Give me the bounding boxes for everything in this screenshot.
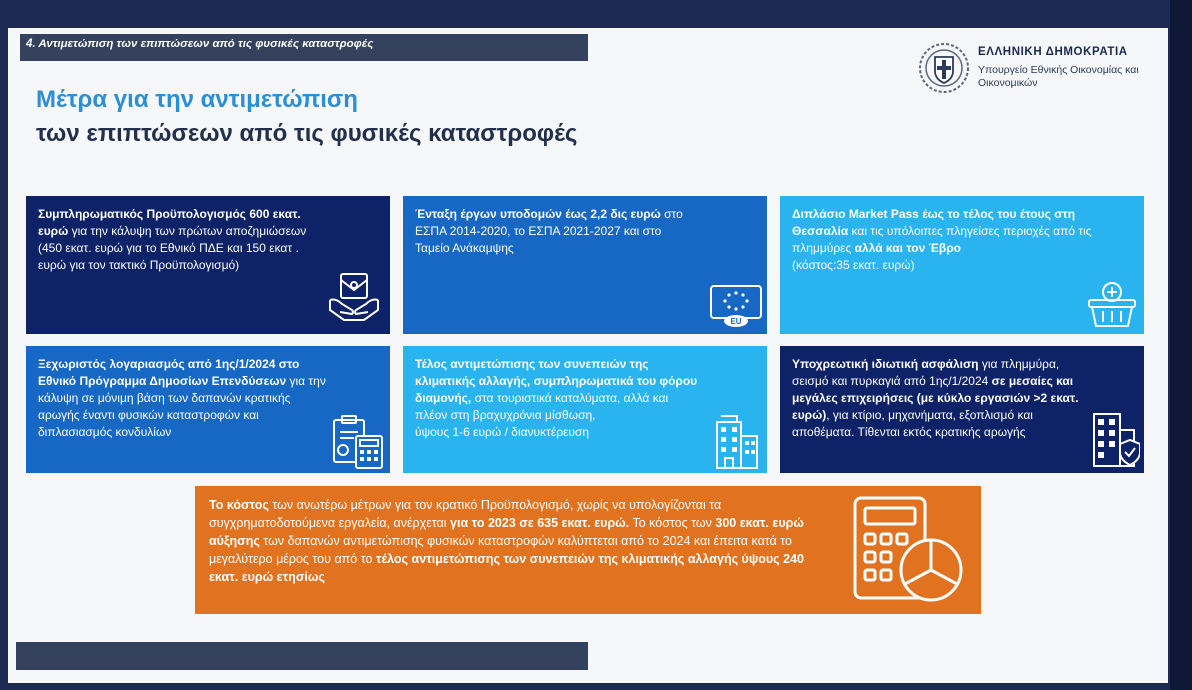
window-edge (1170, 0, 1192, 690)
measure-box-market-pass (780, 196, 1144, 334)
slide-title-line-1: Μέτρα για την αντιμετώπιση (36, 86, 358, 113)
cost-summary-box (195, 486, 981, 614)
slide-title-line-2: των επιπτώσεων από τις φυσικές καταστροφές (36, 120, 578, 147)
shopping-basket-icon (1086, 280, 1138, 330)
calculator-pie-icon (849, 494, 965, 606)
measure-text: Συμπληρωματικός Προϋπολογισμός 600 εκατ. ευρώ για την κάλυψη των πρώτων αποζημιώσεων (450 εκατ. ευρώ για το Εθνικό ΠΔΕ και 150 εκατ . ευρώ για τον τακτικό Προϋπολογισμό) (38, 207, 307, 272)
government-name: ΕΛΛΗΝΙΚΗ ΔΗΜΟΚΡΑΤΙΑ (978, 46, 1128, 58)
hotel-building-icon (713, 412, 761, 470)
ministry-name: Υπουργείο Εθνικής Οικονομίας και Οικονομικών (978, 64, 1139, 89)
measure-text: Τέλος αντιμετώπισης των συνεπειών της κλιματικής αλλαγής, συμπληρωματικά του φόρου διαμονής, στα τουριστικά καταλύματα, αλλά και πλέον στη βραχυχρόνια μίσθωση, ύψους 1-6 ευρώ / διανυκτέρευση (415, 357, 698, 439)
measure-box-infrastructure-projects (403, 196, 767, 334)
footer-bar (16, 642, 588, 670)
building-shield-icon (1090, 410, 1140, 468)
measure-text: Ένταξη έργων υποδομών έως 2,2 δις ευρώ στο ΕΣΠΑ 2014-2020, το ΕΣΠΑ 2021-2027 και στο Ταμείο Ανάκαμψης (415, 207, 683, 255)
eu-label: EU (730, 317, 742, 326)
calculator-clipboard-icon (330, 414, 386, 470)
measure-text: Υποχρεωτική ιδιωτική ασφάλιση για πλημμύρα, σεισμό και πυρκαγιά από 1ης/1/2024 σε μεσαίες και μεγάλες επιχειρήσεις (με κύκλο εργασιών >2 εκατ. ευρώ), για κτίριο, μηχανήματα, εξοπλισμό και αποθέματα. Τίθενται εκτός κρατικής αρωγής (792, 357, 1079, 439)
section-header: 4. Αντιμετώπιση των επιπτώσεων από τις φυσικές καταστροφές (20, 34, 588, 61)
eu-flag-icon (709, 284, 763, 328)
measure-box-supplementary-budget (26, 196, 390, 334)
presentation-slide (8, 28, 1168, 683)
ministry-logo (916, 42, 1161, 102)
measure-box-mandatory-insurance (780, 346, 1144, 473)
measure-box-separate-account (26, 346, 390, 473)
cost-summary-text: Το κόστος των ανωτέρω μέτρων για τον κρατικό Προϋπολογισμό, χωρίς να υπολογίζονται τα συγχρηματοδοτούμενα εργαλεία, ανέρχεται για το 2023 σε 635 εκατ. ευρώ. Το κόστος των 300 εκατ. ευρώ αύξησης των δαπανών αντιμετώπισης φυσικών καταστροφών καλύπτεται από το 2024 και έπειτα κατά το μεγαλύτερο μέρος του από το τέλος αντιμετώπισης των συνεπειών της κλιματικής αλλαγής ύψους 240 εκατ. ευρώ ετησίως (209, 498, 804, 584)
measure-text: Διπλάσιο Market Pass έως το τέλος του έτους στη Θεσσαλία και τις υπόλοιπες πληγείσες περιοχές από τις πλημμύρες αλλά και τον Έβρο (κόστος:35 εκατ. ευρώ) (792, 207, 1092, 272)
hands-envelope-icon (326, 268, 382, 324)
greek-emblem-icon (918, 42, 970, 94)
measure-box-climate-levy (403, 346, 767, 473)
measure-text: Ξεχωριστός λογαριασμός από 1ης/1/2024 στο Εθνικό Πρόγραμμα Δημοσίων Επενδύσεων για την κάλυψη σε μόνιμη βάση των δαπανών κρατικής αρωγής έναντι φυσικών καταστροφών και διπλασιασμός κονδυλίων (38, 357, 326, 439)
